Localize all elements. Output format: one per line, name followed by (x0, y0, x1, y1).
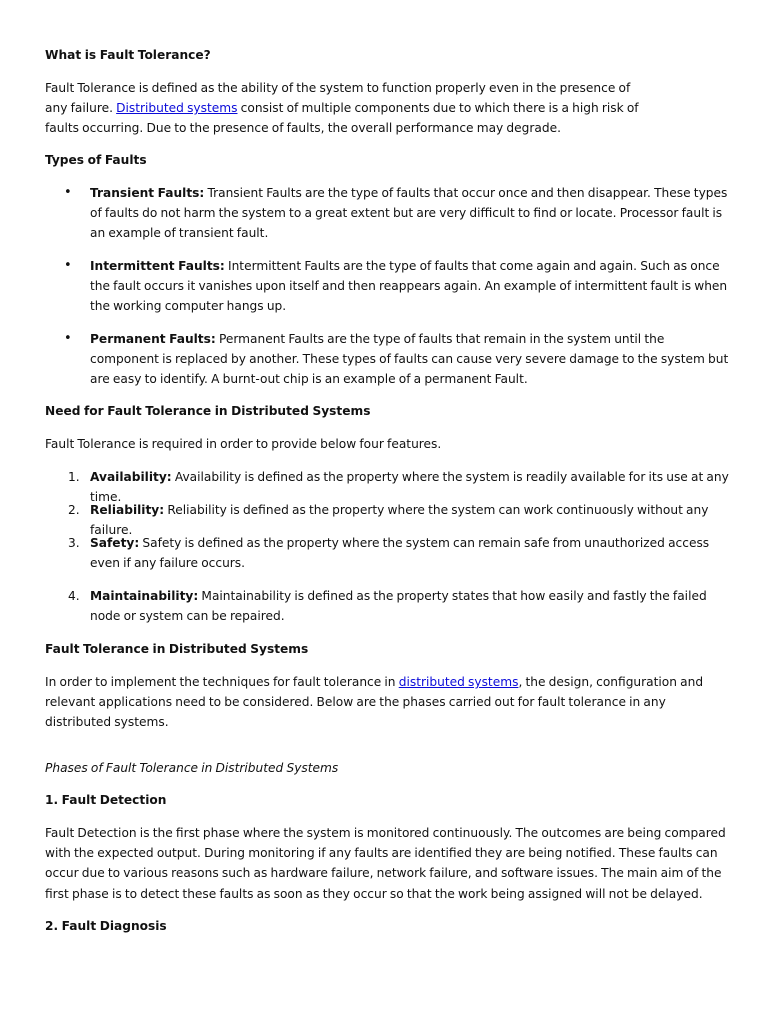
list-number: 4. (68, 589, 80, 603)
feature-item (90, 533, 730, 573)
bullet-icon: • (64, 258, 72, 273)
feature-text: Reliability is defined as the property where the system can work continuously without any failure. (90, 503, 709, 538)
fault-type-name: Intermittent Faults: (90, 259, 225, 273)
fault-type-name: Transient Faults: (90, 186, 205, 200)
feature-name: Reliability: (90, 503, 165, 517)
fault-type-text: Intermittent Faults are the type of faults that come again and again. Such as once the fault occurs it vanishes upon itself and then reappears again. An example of intermittent fault is when the working computer hangs up. (90, 259, 728, 314)
distributed-systems-link-2[interactable]: distributed systems (398, 675, 519, 689)
impl-text-1: In order to implement the techniques for fault tolerance in (45, 675, 399, 689)
list-number: 1. (68, 470, 80, 484)
implementation-paragraph (45, 672, 735, 733)
impl-text-2: , the design, configuration and relevant applications need to be considered. Below are the phases carried out for fault tolerance in any distributed systems. (45, 675, 704, 730)
feature-name: Availability: (90, 470, 172, 484)
fault-type-item (90, 183, 730, 244)
heading-fault-detection: 1. Fault Detection (45, 793, 167, 807)
intro-paragraph (45, 78, 645, 139)
heading-ft-in-distributed-systems: Fault Tolerance in Distributed Systems (45, 642, 309, 656)
intro-text-1: Fault Tolerance is defined as the ability of the system to function properly even in the presence of any failure. (45, 81, 631, 116)
fault-type-item (90, 256, 730, 317)
intro-text-2: consist of multiple components due to which there is a high risk of faults occurring. Due to the presence of faults, the overall performance may degrade. (45, 101, 639, 136)
heading-fault-diagnosis: 2. Fault Diagnosis (45, 919, 167, 933)
heading-types-of-faults: Types of Faults (45, 153, 147, 167)
bullet-icon: • (64, 185, 72, 200)
need-intro-text: Fault Tolerance is required in order to provide below four features. (45, 437, 442, 451)
feature-text: Safety is defined as the property where the system can remain safe from unauthorized access even if any failure occurs. (90, 536, 710, 571)
feature-text: Availability is defined as the property where the system is readily available for its use at any time. (90, 470, 729, 505)
fault-type-item (90, 329, 730, 390)
heading-need-for-fault-tolerance: Need for Fault Tolerance in Distributed Systems (45, 404, 371, 418)
feature-name: Safety: (90, 536, 140, 550)
fault-type-name: Permanent Faults: (90, 332, 216, 346)
fault-type-text: Permanent Faults are the type of faults that remain in the system until the component is replaced by another. These types of faults can cause very severe damage to the system but are easy to identify. A burnt-out chip is an example of a permanent Fault. (90, 332, 729, 387)
fault-type-text: Transient Faults are the type of faults that occur once and then disappear. These types of faults do not harm the system to a great extent but are very difficult to find or locate. Processor fault is an example of transient fault. (90, 186, 728, 241)
heading-what-is-fault-tolerance: What is Fault Tolerance? (45, 48, 211, 62)
feature-item (90, 586, 730, 626)
list-number: 3. (68, 536, 80, 550)
fault-detection-paragraph: Fault Detection is the first phase where the system is monitored continuously. The outcomes are being compared with the expected output. During monitoring if any faults are identified they are being notified. These faults can occur due to various reasons such as hardware failure, network failure, and software issues. The main aim of the first phase is to detect these faults as soon as they occur so that the work being assigned will not be delayed. (45, 826, 726, 901)
bullet-icon: • (64, 331, 72, 346)
feature-text: Maintainability is defined as the property states that how easily and fastly the failed node or system can be repaired. (90, 589, 707, 624)
phases-title: Phases of Fault Tolerance in Distributed Systems (45, 761, 339, 775)
distributed-systems-link[interactable]: Distributed systems (116, 101, 238, 116)
feature-name: Maintainability: (90, 589, 199, 603)
list-number: 2. (68, 503, 80, 517)
